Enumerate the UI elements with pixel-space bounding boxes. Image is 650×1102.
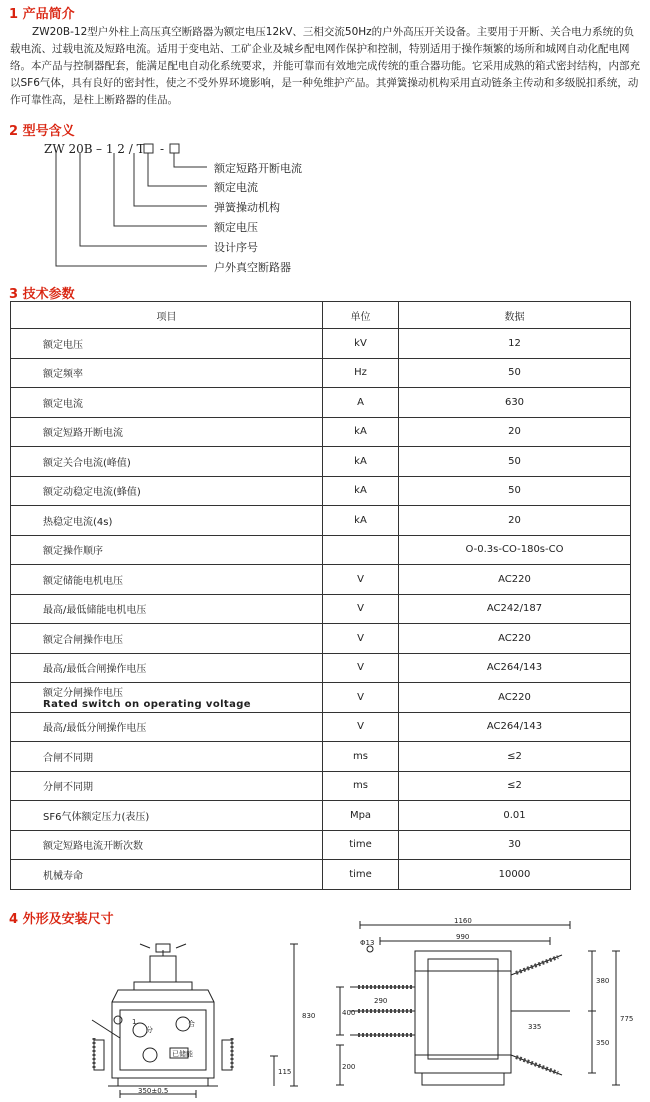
spec-name: 额定合闸操作电压 bbox=[11, 624, 323, 654]
spec-value: 12 bbox=[399, 329, 631, 359]
dim-350-tol-label: 350±0.5 bbox=[138, 1087, 169, 1095]
spec-header-row bbox=[11, 302, 631, 329]
model-label-rated-voltage: 额定电压 bbox=[214, 221, 258, 234]
model-code-dash: - bbox=[160, 142, 165, 156]
model-label-outdoor-breaker: 户外真空断路器 bbox=[214, 261, 291, 274]
spec-value: AC264/143 bbox=[399, 653, 631, 683]
spec-unit: V bbox=[323, 712, 399, 742]
dim-380-label: 380 bbox=[596, 977, 610, 985]
spec-value: AC242/187 bbox=[399, 594, 631, 624]
spec-unit: time bbox=[323, 860, 399, 890]
spec-unit: V bbox=[323, 683, 399, 713]
spec-value: 30 bbox=[399, 830, 631, 860]
model-label-breaking-current: 额定短路开断电流 bbox=[214, 162, 302, 175]
spec-unit: kA bbox=[323, 476, 399, 506]
spec-value: 0.01 bbox=[399, 801, 631, 831]
spec-value: AC264/143 bbox=[399, 712, 631, 742]
table-row bbox=[11, 653, 631, 683]
table-row bbox=[11, 771, 631, 801]
spec-header-value: 数据 bbox=[399, 302, 631, 329]
table-row bbox=[11, 624, 631, 654]
table-row bbox=[11, 683, 631, 713]
spec-unit: V bbox=[323, 565, 399, 595]
front-view-drawing bbox=[0, 920, 320, 1102]
spec-name: 额定短路电流开断次数 bbox=[11, 830, 323, 860]
spec-value: AC220 bbox=[399, 565, 631, 595]
spec-name: 机械寿命 bbox=[11, 860, 323, 890]
spec-unit: Mpa bbox=[323, 801, 399, 831]
spec-value: ≤2 bbox=[399, 771, 631, 801]
spec-header-item: 项目 bbox=[11, 302, 323, 329]
table-row bbox=[11, 565, 631, 595]
dim-290-label: 290 bbox=[374, 997, 388, 1005]
table-row bbox=[11, 594, 631, 624]
table-row bbox=[11, 417, 631, 447]
table-row bbox=[11, 329, 631, 359]
spec-name: 额定操作顺序 bbox=[11, 535, 323, 565]
dim-115-label: 115 bbox=[278, 1068, 292, 1076]
spec-unit: kA bbox=[323, 447, 399, 477]
dim-990-label: 990 bbox=[456, 933, 470, 941]
spec-unit bbox=[323, 535, 399, 565]
model-code-rating: – 1 2 / T bbox=[96, 142, 145, 156]
spec-name: 额定电压 bbox=[11, 329, 323, 359]
section-title-spec: 3 技术参数 bbox=[9, 287, 75, 302]
spec-name: 额定分闸操作电压 bbox=[43, 688, 123, 700]
spec-unit: kA bbox=[323, 506, 399, 536]
spec-name: SF6气体额定压力(表压) bbox=[11, 801, 323, 831]
table-row bbox=[11, 742, 631, 772]
dim-775-label: 775 bbox=[620, 1015, 634, 1023]
spec-name-cell bbox=[11, 683, 323, 713]
table-row bbox=[11, 476, 631, 506]
model-code-prefix: ZW 20B bbox=[44, 142, 93, 156]
dim-830-label: 830 bbox=[302, 1012, 316, 1020]
spec-name: 额定电流 bbox=[11, 388, 323, 418]
spec-header-unit: 单位 bbox=[323, 302, 399, 329]
close-indicator-label: 合 bbox=[188, 1020, 195, 1028]
spec-value: 50 bbox=[399, 358, 631, 388]
section-title-intro: 1 产品简介 bbox=[9, 7, 75, 22]
stored-energy-label: 已储能 bbox=[172, 1050, 193, 1058]
dim-350b-label: 350 bbox=[596, 1039, 610, 1047]
dim-200-label: 200 bbox=[342, 1063, 356, 1071]
table-row bbox=[11, 358, 631, 388]
spec-unit: V bbox=[323, 594, 399, 624]
spec-unit: A bbox=[323, 388, 399, 418]
spec-name: 额定储能电机电压 bbox=[11, 565, 323, 595]
spec-value: 10000 bbox=[399, 860, 631, 890]
spec-name: 额定短路开断电流 bbox=[11, 417, 323, 447]
model-leader-lines bbox=[0, 0, 320, 290]
spec-name: 合闸不同期 bbox=[11, 742, 323, 772]
table-row bbox=[11, 830, 631, 860]
spec-unit: time bbox=[323, 830, 399, 860]
spec-name: 额定动稳定电流(蜂值) bbox=[11, 476, 323, 506]
open-indicator-label: 分 bbox=[146, 1026, 153, 1034]
table-row bbox=[11, 447, 631, 477]
table-row bbox=[11, 535, 631, 565]
dim-335-label: 335 bbox=[528, 1023, 542, 1031]
table-row bbox=[11, 712, 631, 742]
spec-value: AC220 bbox=[399, 683, 631, 713]
spec-table bbox=[10, 301, 631, 890]
model-label-design-serial: 设计序号 bbox=[214, 241, 258, 254]
spec-name: 最高/最低合闸操作电压 bbox=[11, 653, 323, 683]
intro-paragraph: ZW20B-12型户外柱上高压真空断路器为额定电压12kV、三相交流50Hz的户外高压开关设备。主要用于开断、关合电力系统的负载电流、过载电流及短路电流。适用于变电站、工矿企业及城乡配电网作保护和控制，特别适用于操作频繁的场所和城网自动化配电网络。本产品与控制器配套，能满足配电自动化系统要求，并能可靠而有效地完成传统的重合器功能。它采用成熟的箱式密封结构，内部充以SF6气体，具有良好的密封性，使之不受外界环境影响，是一种免维护产品。其弹簧操动机构采用直动链条主传动和多级脱扣系统，动作可靠性高，是柱上断路器的佳品。 bbox=[10, 26, 640, 106]
section-title-model: 2 型号含义 bbox=[9, 124, 75, 139]
spec-name-en: Rated switch on operating voltage bbox=[43, 699, 251, 711]
spec-value: 630 bbox=[399, 388, 631, 418]
spec-name: 热稳定电流(4s) bbox=[11, 506, 323, 536]
table-row bbox=[11, 388, 631, 418]
spec-name: 分闸不同期 bbox=[11, 771, 323, 801]
spec-value: 50 bbox=[399, 447, 631, 477]
spec-unit: V bbox=[323, 653, 399, 683]
side-view-drawing bbox=[330, 915, 642, 1101]
spec-unit: kV bbox=[323, 329, 399, 359]
spec-value: 20 bbox=[399, 417, 631, 447]
spec-unit: V bbox=[323, 624, 399, 654]
section-title-dims: 4 外形及安装尺寸 bbox=[9, 912, 114, 927]
dim-phi13-label: Φ13 bbox=[360, 939, 375, 947]
table-row bbox=[11, 860, 631, 890]
spec-name: 额定频率 bbox=[11, 358, 323, 388]
spec-unit: kA bbox=[323, 417, 399, 447]
spec-name: 最高/最低储能电机电压 bbox=[11, 594, 323, 624]
dim-1160-label: 1160 bbox=[454, 917, 472, 925]
spec-unit: ms bbox=[323, 771, 399, 801]
spec-name: 额定关合电流(峰值) bbox=[11, 447, 323, 477]
table-row bbox=[11, 506, 631, 536]
spec-name: 最高/最低分闸操作电压 bbox=[11, 712, 323, 742]
spec-value: ≤2 bbox=[399, 742, 631, 772]
dim-400-label: 400 bbox=[342, 1009, 356, 1017]
table-row bbox=[11, 801, 631, 831]
spec-unit: Hz bbox=[323, 358, 399, 388]
position-label-1: 1 bbox=[132, 1018, 137, 1026]
spec-value: AC220 bbox=[399, 624, 631, 654]
model-label-rated-current: 额定电流 bbox=[214, 181, 258, 194]
spec-unit: ms bbox=[323, 742, 399, 772]
spec-value: 20 bbox=[399, 506, 631, 536]
model-label-spring-mechanism: 弹簧操动机构 bbox=[214, 201, 280, 214]
spec-value: O-0.3s-CO-180s-CO bbox=[399, 535, 631, 565]
spec-value: 50 bbox=[399, 476, 631, 506]
